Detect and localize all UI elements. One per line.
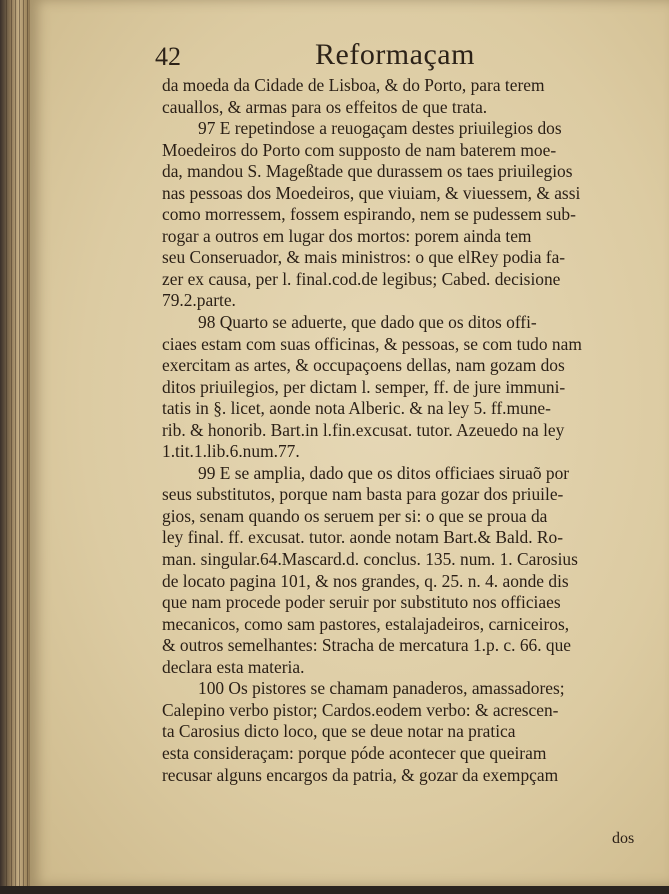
text-line: 100 Os pistores se chamam panaderos, amassadores;: [198, 678, 565, 699]
text-line: Moedeiros do Porto com supposto de nam baterem moe-: [162, 139, 557, 160]
text-line: de locato pagina 101, & nos grandes, q. 25. n. 4. aonde dis: [162, 570, 569, 591]
text-line: exercitam as artes, & occupaçoens dellas, nam gozam dos: [162, 355, 565, 376]
page-header: [155, 38, 625, 78]
text-line: rogar a outros em lugar dos mortos: porem ainda tem: [162, 225, 532, 246]
text-line: 99 E se amplia, dado que os ditos officiaes siruaõ por: [198, 462, 570, 483]
text-line: como morressem, fossem espirando, nem se pudessem sub-: [162, 204, 576, 225]
text-line: ditos priuilegios, per dictam l. semper, ff. de jure immuni-: [162, 376, 566, 397]
text-line: da, mandou S. Mageßtade que durassem os taes priuilegios: [162, 161, 573, 182]
text-line: da moeda da Cidade de Lisboa, & do Porto, para terem: [162, 75, 545, 95]
text-line: ley final. ff. excusat. tutor. aonde notam Bart.& Bald. Ro-: [162, 527, 564, 548]
text-line: que nam procede poder seruir por substituto nos officiaes: [162, 592, 561, 613]
text-line: 98 Quarto se aduerte, que dado que os ditos offi-: [198, 312, 537, 333]
text-line: declara esta materia.: [162, 656, 305, 677]
text-line: esta consideraçam: porque póde acontecer que queiram: [162, 742, 547, 763]
text-line: gios, senam quando os seruem per si: o que se proua da: [162, 505, 548, 526]
text-line: 79.2.parte.: [162, 290, 236, 311]
text-line: ta Carosius dicto loco, que se deue notar na pratica: [162, 721, 516, 742]
body-text: [162, 75, 640, 786]
text-line: tatis in §. licet, aonde nota Alberic. & na ley 5. ff.mune-: [162, 398, 551, 419]
text-line: recusar alguns encargos da patria, & gozar da exempçam: [162, 764, 559, 785]
text-line: & outros semelhantes: Stracha de mercatura 1.p. c. 66. que: [162, 635, 572, 656]
text-line: ciaes estam com suas officinas, & pessoas, se com tudo nam: [162, 333, 582, 354]
text-line: 97 E repetindose a reuogaçam destes priuilegios dos: [198, 118, 562, 139]
book-page-edges: [0, 0, 34, 894]
text-line: cauallos, & armas para os effeitos de que trata.: [162, 96, 488, 117]
text-line: zer ex causa, per l. final.cod.de legibus; Cabed. decisione: [162, 268, 561, 289]
text-line: Calepino verbo pistor; Cardos.eodem verbo: & acrescen-: [162, 699, 559, 720]
text-line: rib. & honorib. Bart.in l.fin.excusat. tutor. Azeuedo na ley: [162, 419, 565, 440]
text-line: man. singular.64.Mascard.d. conclus. 135. num. 1. Carosius: [162, 549, 578, 570]
scan-bottom-border: [0, 886, 669, 894]
text-line: mecanicos, como sam pastores, estalajadeiros, carniceiros,: [162, 613, 570, 634]
text-line: 1.tit.1.lib.6.num.77.: [162, 441, 300, 462]
text-line: nas pessoas dos Moedeiros, que viuiam, & viuessem, & assi: [162, 182, 581, 203]
page-number: 42: [155, 42, 181, 71]
catchword: dos: [612, 830, 635, 847]
text-line: seus substitutos, porque nam basta para gozar dos priuile-: [162, 484, 564, 505]
running-head-title: Reformaçam: [315, 38, 475, 71]
text-line: seu Conseruador, & mais ministros: o que elRey podia fa-: [162, 247, 566, 268]
